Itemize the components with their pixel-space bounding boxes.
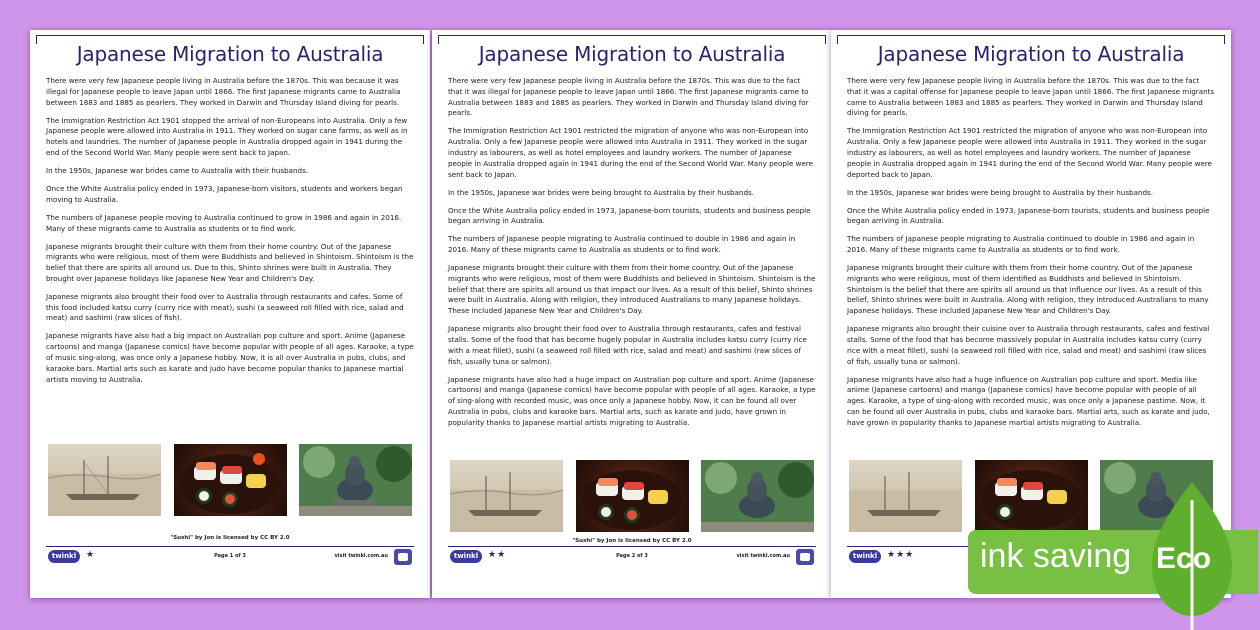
- paragraph: Japanese migrants brought their culture with them from their home country. Out of the Japanese migrants who were religious, most of them identified as Buddhists and believed in Shintoism. Shintoism is the belief that there are spirits all around us that influence our lives. As a result of this belief, Shinto shrines were built in Australia. Along with religion, they introduced Australians to many Japanese holidays. These included Japanese New Year and Children's Day.: [847, 263, 1209, 316]
- quality-badge-icon: [796, 549, 814, 565]
- twinkl-logo[interactable]: twinkl: [450, 550, 482, 563]
- buddha-statue-photo: [701, 460, 814, 532]
- difficulty-stars: ★★★: [887, 550, 915, 560]
- boat-photo: [849, 460, 962, 532]
- paragraph: The Immigration Restriction Act 1901 restricted the migration of anyone who was non-European into Australia. Only a few Japanese people were allowed into Australia in 1911. They worked in the sugar industry as labourers, as well as hotel employees and laundry workers. The number of Japanese people in Australia dropped again in 1941 during the end of the Second World War. Many people were sent back to Japan.: [448, 126, 814, 179]
- difficulty-stars: ★★: [488, 550, 507, 560]
- paragraph: In the 1950s, Japanese war brides were being brought to Australia by their husbands.: [448, 187, 755, 197]
- difficulty-stars: ★: [86, 550, 96, 560]
- page-title: Japanese Migration to Australia: [76, 42, 384, 66]
- paragraph: There were very few Japanese people living in Australia before the 1870s. This was because it was illegal for Japanese people to leave Japan until 1866. The first Japanese migrants came to Australia between 1883 and 1885 as pearlers. They worked in Darwin and Thursday Island diving for pearls.: [46, 76, 401, 107]
- page-1: [30, 30, 430, 598]
- paragraph: There were very few Japanese people living in Australia before the 1870s. This was due to the fact that it was illegal for Japanese people to leave Japan until 1866. The first Japanese migrants came to Australia between 1883 and 1885 as pearlers. They worked in Darwin and Thursday Island diving for pearls.: [448, 76, 809, 118]
- paragraph: Japanese migrants brought their culture with them from their home country. Out of the Japanese migrants who were religious, most of them were Buddhists and believed in Shintoism. Shintoism is the belief that there are spirits all around us that impact our lives. As a result of this belief, Shinto shrines were built in Australia. Along with religion, they introduced Australians to many Japanese holidays. These included Japanese New Year and Children's Day.: [448, 263, 816, 316]
- page-footer: [46, 546, 414, 567]
- paragraph: Japanese migrants also brought their food over to Australia through restaurants and cafes. Some of this food included katsu curry (curry rice with meat), sushi (a seaweed roll filled with rice, salad and meat) and sashimi (raw slices of fish).: [46, 291, 404, 323]
- sushi-photo: [576, 460, 689, 532]
- website-link[interactable]: visit twinkl.com.au: [736, 553, 790, 559]
- paragraph: In the 1950s, Japanese war brides were being brought to Australia by their husbands.: [847, 187, 1154, 197]
- paragraph: The numbers of Japanese people migrating to Australia continued to double in 1986 and again in 2016. Many of these migrants came to Australia as students or to find work.: [448, 234, 796, 255]
- eco-label: Eco: [1156, 542, 1212, 575]
- paragraph: Once the White Australia policy ended in 1973, Japanese-born tourists, students and business people began arriving in Australia.: [448, 205, 811, 226]
- paragraph: Once the White Australia policy ended in 1973, Japanese-born visitors, students and workers began moving to Australia.: [46, 183, 403, 204]
- paragraph: Japanese migrants also brought their cuisine over to Australia through restaurants, cafes and festival stalls. Some of the food that has become massively popular in Australia includes katsu curry (curry rice with a meat fillet), sushi (a seaweed roll filled with rice, salad and meat) and sashimi (raw slices of fish, usually tuna or salmon).: [847, 324, 1210, 366]
- image-row: [48, 444, 412, 516]
- sushi-photo: [975, 460, 1088, 532]
- page-2: [432, 30, 832, 598]
- paragraph: In the 1950s, Japanese war brides came to Australia with their husbands.: [46, 165, 309, 175]
- boat-photo: [450, 460, 563, 532]
- paragraph: Japanese migrants have also had a big impact on Australian pop culture and sport. Anime (Japanese cartoons) and manga (Japanese comics) have become popular with people of all ages. Karaoke, a type of music sing-along, was once only a Japanese hobby. Now, it is all over Australia in pubs, clubs, and karaoke bars. Martial arts such as karate and judo have become popular thanks to Japanese martial artists moving to Australia.: [46, 331, 414, 384]
- image-credit: "Sushi" by Jon is licensed by CC BY 2.0: [170, 535, 290, 541]
- paragraph: The numbers of Japanese people moving to Australia continued to grow in 1986 and again in 2016. Many of these migrants came to Australia as students or to find work.: [46, 212, 402, 233]
- image-credit: "Sushi" by Jon is licensed by CC BY 2.0: [572, 538, 692, 544]
- page-number: Page 2 of 3: [616, 553, 648, 559]
- twinkl-logo[interactable]: twinkl: [48, 550, 80, 563]
- page-title: Japanese Migration to Australia: [478, 42, 786, 66]
- page-footer: [448, 546, 816, 567]
- paragraph: There were very few Japanese people living in Australia before the 1870s. This was due to the fact that it was a capital offense for Japanese people to leave Japan until 1866. The first Japanese migrants came to Australia between 1883 and 1885 as pearlers. They worked in Darwin and Thursday Island diving for pearls.: [847, 76, 1215, 118]
- buddha-statue-photo: [299, 444, 412, 516]
- image-row: [450, 460, 814, 532]
- paragraph: Japanese migrants brought their culture with them from their home country. Out of the Japanese migrants who were religious, most of them were Buddhists and believed in Shintoism. Shintoism is the belief that there are spirits all around us. Due to this, Shinto shrines were built in Australia. They brought over Japanese holidays like Japanese New Year and Children's Day.: [46, 241, 414, 283]
- page-title: Japanese Migration to Australia: [877, 42, 1185, 66]
- ink-saving-label: ink saving: [980, 537, 1132, 575]
- twinkl-logo[interactable]: twinkl: [849, 550, 881, 563]
- paragraph: Japanese migrants have also had a huge impact on Australian pop culture and sport. Anime (Japanese cartoons) and manga (Japanese comics) have become popular with people of all ages. Karaoke, a type of sing-along with recorded music, was once only a Japanese hobby. Now, it can be found all over Australia in pubs, clubs and karaoke bars. Martial arts, such as karate and judo, have grown in popularity thanks to Japanese martial artists migrating to Australia.: [448, 374, 816, 427]
- quality-badge-icon: [394, 549, 412, 565]
- website-link[interactable]: visit twinkl.com.au: [334, 553, 388, 559]
- paragraph: Once the White Australia policy ended in 1973, Japanese-born tourists, students and business people began arriving in Australia.: [847, 205, 1210, 226]
- page-number: Page 1 of 3: [214, 553, 246, 559]
- sushi-photo: [174, 444, 287, 516]
- paragraph: Japanese migrants have also had a huge influence on Australian pop culture and sport. Media like anime (Japanese cartoons) and manga (Japanese comics) have become popular with people of all ages. Karaoke, a type of sing-along with recorded music, was once only a Japanese pastime. Now, it can be found all over Australia in pubs, clubs and karaoke bars. Martial arts, such as karate and judo, have grown in popularity thanks to Japanese martial artists migrating to Australia.: [847, 374, 1210, 427]
- paragraph: The numbers of Japanese people migrating to Australia continued to double in 1986 and again in 2016. Many of these migrants came to Australia as students or to find work.: [847, 234, 1195, 255]
- boat-photo: [48, 444, 161, 516]
- paragraph: The Immigration Restriction Act 1901 restricted the migration of anyone who was non-European into Australia. Only a few Japanese people were allowed into Australia in 1911. They worked in the sugar industry as labourers, as well as hotel employees and laundry workers. The number of Japanese people in Australia dropped again in 1941 during the end of the Second World War. Many people were deported back to Japan.: [847, 126, 1213, 179]
- paragraph: Japanese migrants also brought their food over to Australia through restaurants, cafes and festival stalls. Some of the food that has become hugely popular in Australia includes katsu curry (curry rice with a meat fillet), sushi (a seaweed roll filled with rice, salad and meat) and sashimi (raw slices of fish, usually tuna or salmon).: [448, 324, 807, 366]
- paragraph: The Immigration Restriction Act 1901 stopped the arrival of non-Europeans into Australia. Only a few Japanese people were allowed into Australia in 1911. They worked on sugar cane farms, as well as in hotels and laundries. The number of Japanese people in Australia dropped again in 1941 during the end of the Second World War. Many people were sent back to Japan.: [46, 115, 408, 157]
